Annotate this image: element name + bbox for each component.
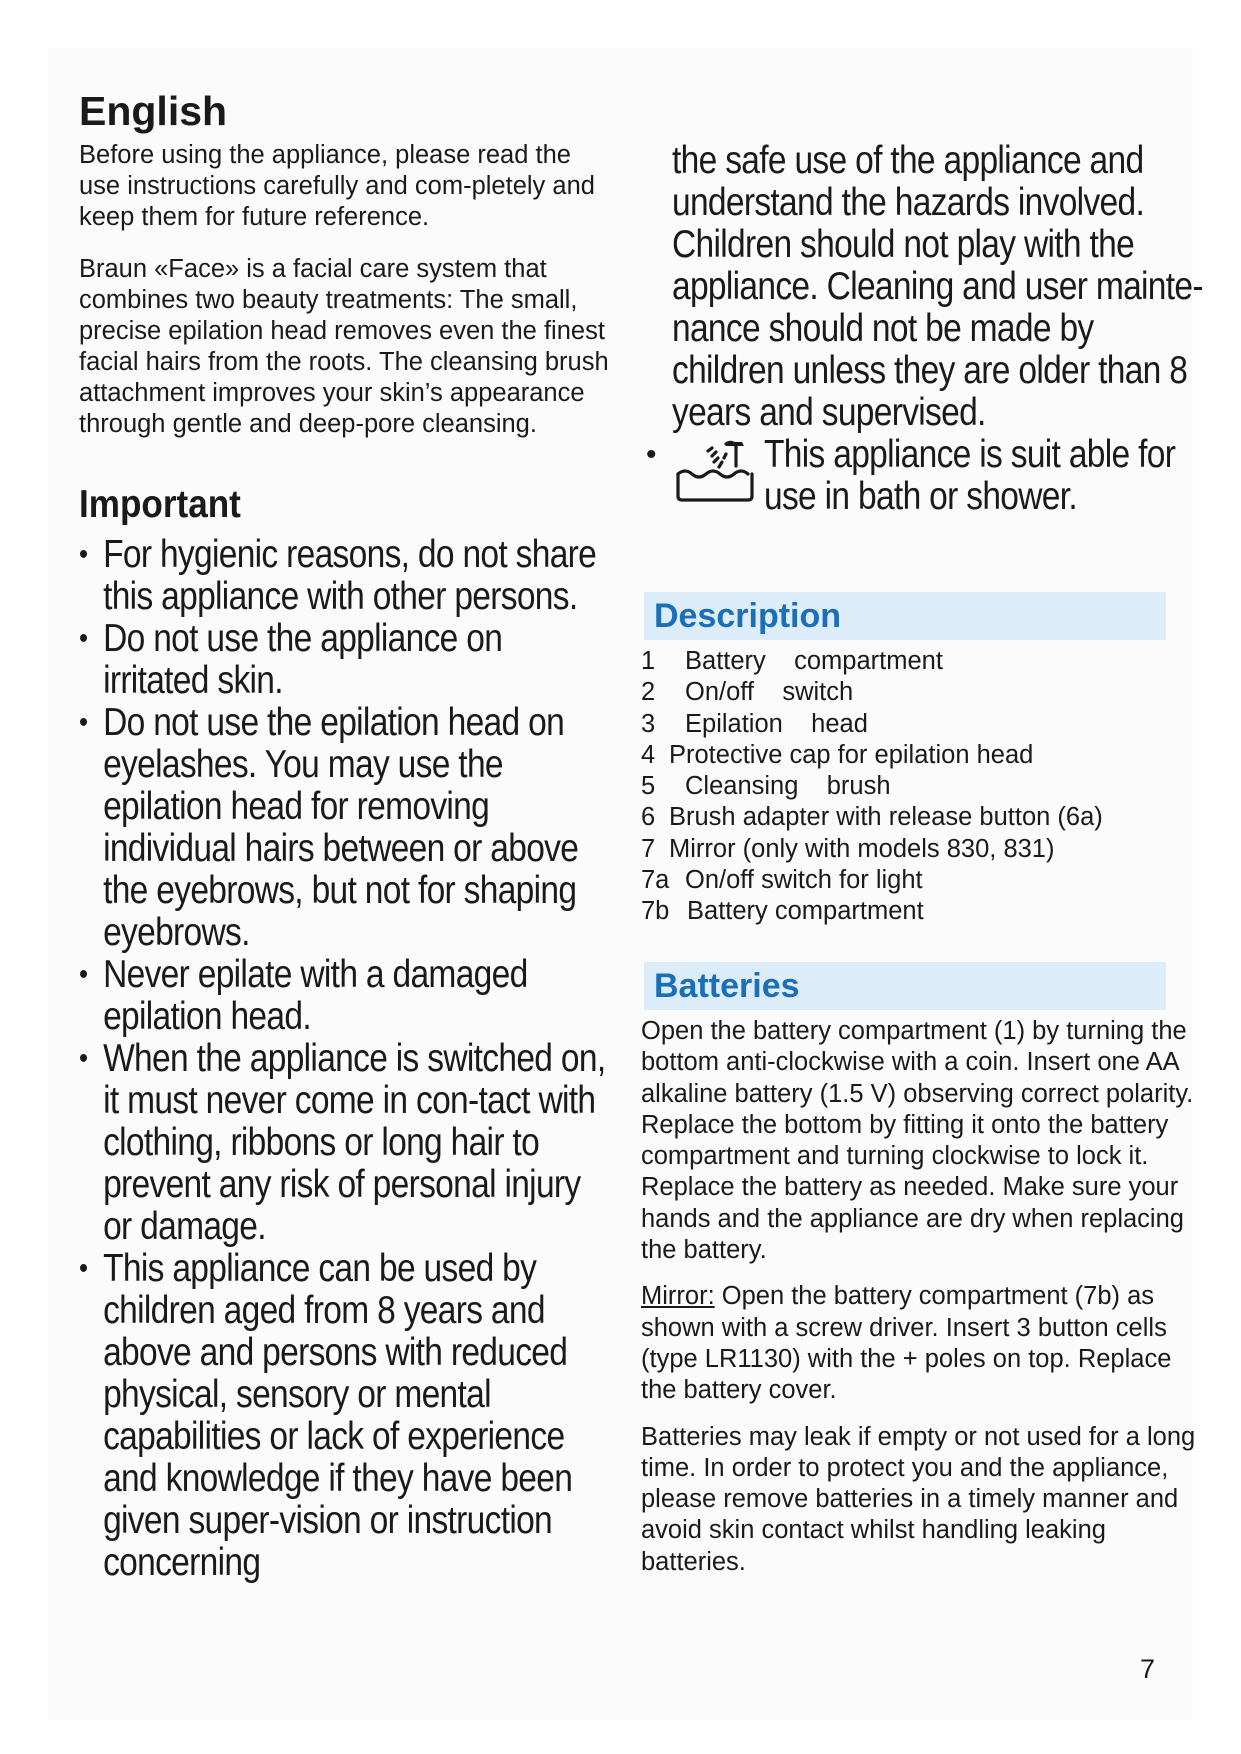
left-column: [79, 86, 614, 1584]
bullet: •: [79, 1252, 88, 1285]
description-item-7: [641, 834, 1201, 865]
description-list: [641, 646, 1201, 928]
bullet: •: [79, 538, 88, 571]
bath-shower-notice: [646, 434, 1191, 526]
description-item-2: [641, 677, 1201, 708]
important-item-text: For hygienic reasons, do not share this appliance with other persons.: [103, 533, 597, 618]
bath-shower-icon: [672, 436, 762, 516]
section-title-english: English: [79, 88, 228, 134]
important-item-damaged-head: [79, 954, 612, 1038]
description-item-text: Mirror (only with models 830, 831): [669, 834, 1055, 863]
mirror-text: Open the battery compartment (7b) as shown with a screw driver. Insert 3 button cells (type LR1130) with the + poles on top. Replace the battery cover.: [641, 1282, 1172, 1405]
mirror-label: Mirror:: [641, 1282, 715, 1311]
batteries-paragraph-1: Open the battery compartment (1) by turning the bottom anti-clockwise with a coin. Insert one AA alkaline battery (1.5 V) observing correct polarity. Replace the bottom by fitting it onto the battery compartment and turning clockwise to lock it. Replace the battery as needed. Make sure your hands and the appliance are dry when replacing the battery.: [641, 1017, 1194, 1265]
description-item-text: Battery compartment: [687, 897, 924, 926]
batteries-paragraph-mirror: [641, 1281, 1201, 1406]
description-item-7b: [641, 896, 1201, 927]
section-title-important: Important: [79, 483, 241, 526]
description-item-number: 4: [641, 740, 656, 769]
description-item-number: 3: [641, 709, 656, 738]
important-item-eyelashes: [79, 702, 612, 954]
description-item-text: Cleansing brush: [685, 772, 891, 801]
batteries-paragraph-3: Batteries may leak if empty or not used for a long time. In order to protect you and the appliance, please remove batteries in a timely manner and avoid skin contact whilst handling leaking batteries.: [641, 1422, 1196, 1576]
intro-paragraph-2: Braun «Face» is a facial care system that combines two beauty treatments: The small, precise epilation head removes even the finest facial hairs from the roots. The cleansing brush attachment improves your skin’s appearance through gentle and deep-pore cleansing.: [79, 255, 609, 438]
description-item-text: Brush adapter with release button (6a): [669, 803, 1103, 832]
description-item-number: 2: [641, 678, 656, 707]
description-item-6: [641, 802, 1201, 833]
important-item-hygiene: [79, 534, 612, 618]
description-item-text: On/off switch: [685, 678, 854, 707]
right-column: [646, 139, 1203, 526]
description-item-number: 1: [641, 647, 656, 675]
section-header-batteries: Batteries: [644, 962, 1166, 1010]
important-item-text: Do not use the appliance on irritated skin.: [103, 617, 503, 702]
bullet: •: [646, 438, 657, 471]
description-item-text: On/off switch for light: [685, 866, 923, 895]
description-item-4: [641, 740, 1201, 771]
description-item-3: [641, 709, 1201, 740]
description-item-text: Epilation head: [685, 709, 868, 738]
important-item-irritated-skin: [79, 618, 612, 702]
important-item-children: [79, 1248, 612, 1584]
bullet: •: [79, 958, 88, 991]
bullet: •: [79, 1042, 88, 1075]
important-item-text: Do not use the epilation head on eyelashes. You may use the epilation head for removing individual hairs between or above the eyebrows, but not for shaping eyebrows.: [103, 701, 579, 954]
description-item-text: Protective cap for epilation head: [669, 740, 1034, 769]
batteries-body: [641, 1016, 1201, 1593]
bath-shower-text: This appliance is suit able for use in bath or shower.: [764, 433, 1176, 518]
important-item-text: When the appliance is switched on, it must never come in con-tact with clothing, ribbons or long hair to prevent any risk of personal injury or damage.: [103, 1037, 606, 1248]
description-item-7a: [641, 865, 1201, 896]
important-item-text: Never epilate with a damaged epilation head.: [103, 953, 528, 1038]
description-item-number: 6: [641, 803, 656, 832]
bullet: •: [79, 622, 88, 655]
description-item-number: 7a: [641, 866, 670, 895]
description-item-1: [641, 646, 1201, 677]
description-item-5: [641, 771, 1201, 802]
important-list: [79, 534, 614, 1584]
description-item-number: 5: [641, 772, 656, 801]
important-item-text: This appliance can be used by children aged from 8 years and above and persons with reduced physical, sensory or mental capabilities or lack of experience and knowledge if they have been given super-vision or instruction concerning: [103, 1247, 573, 1584]
section-header-description: Description: [644, 592, 1166, 640]
bullet: •: [79, 706, 88, 739]
intro-paragraph-1: Before using the appliance, please read the use instructions carefully and com-pletely and keep them for future reference.: [79, 141, 595, 231]
page-number: 7: [1140, 1654, 1156, 1684]
description-item-text: Battery compartment: [685, 647, 943, 675]
important-item-clothing: [79, 1038, 612, 1248]
important-continuation: the safe use of the appliance and understand the hazards involved. Children should not play with the appliance. Cleaning and user mainte-nance should not be made by children unless they are older than 8 years and supervised.: [672, 139, 1203, 434]
description-item-number: 7b: [641, 897, 670, 926]
description-item-number: 7: [641, 834, 656, 863]
